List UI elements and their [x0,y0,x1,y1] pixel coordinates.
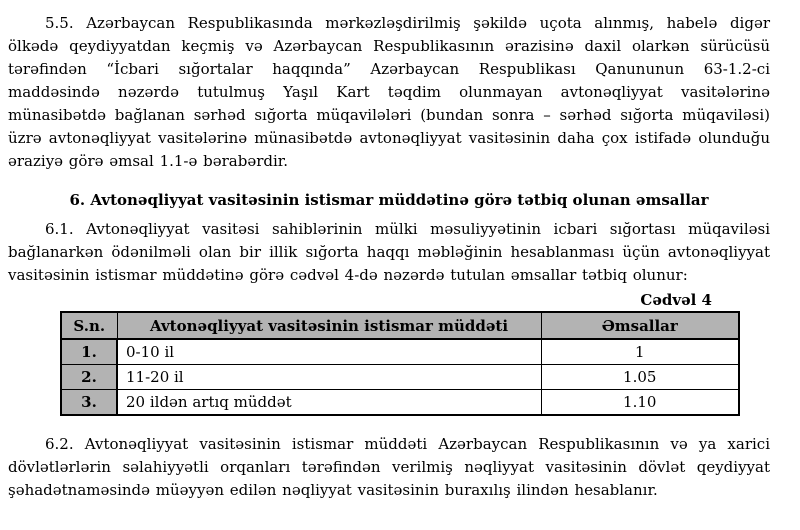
section-6-heading: 6. Avtonəqliyyat vasitəsinin istismar müddətinə görə tətbiq olunan əmsallar [69,191,709,209]
table-header-row [61,312,739,339]
paragraph-6-2: 6.2. Avtonəqliyyat vasitəsinin istismar müddəti Azərbaycan Respublikasının və ya xarici dövlətlərlərin səlahiyyətli orqanları tərəfindən verilmiş nəqliyyat vasitəsinin dövlət qeydiyyat şəhadətnaməsində müəyyən edilən nəqliyyat vasitəsinin buraxılış ilindən hesablanır. [8,435,770,499]
paragraph-6-1: 6.1. Avtonəqliyyat vasitəsi sahiblərinin mülki məsuliyyətinin icbari sığortası müqaviləsi bağlanarkən ödənilməli olan bir illik sığorta haqqı məbləğinin hesablanması üçün avtonəqliyyat vasitəsinin istismar müddətinə görə cədvəl 4-də nəzərdə tutulan əmsallar tətbiq olunur: [8,220,770,284]
row-period: 20 ildən artıq müddət [117,390,541,416]
header-sn: S.n. [61,312,117,339]
row-number: 3. [61,390,117,416]
table-caption: Cədvəl 4 [640,291,712,309]
table-row [61,365,739,390]
table-row [61,390,739,416]
row-period: 0-10 il [117,339,541,365]
header-period: Avtonəqliyyat vasitəsinin istismar müddəti [117,312,541,339]
table-row [61,339,739,365]
row-period: 11-20 il [117,365,541,390]
row-coefficient: 1.05 [541,365,739,390]
coefficients-table [60,311,740,416]
row-number: 1. [61,339,117,365]
header-coefficient: Əmsallar [541,312,739,339]
row-coefficient: 1 [541,339,739,365]
row-number: 2. [61,365,117,390]
paragraph-5-5: 5.5. Azərbaycan Respublikasında mərkəzləşdirilmiş şəkildə uçota alınmış, habelə digər ölkədə qeydiyyatdan keçmiş və Azərbaycan Respublikasının ərazisinə daxil olarkən sürücüsü tərəfindən “İcbari sığortalar haqqında” Azərbaycan Respublikası Qanununun 63-1.2-ci maddəsində nəzərdə tutulmuş Yaşıl Kart təqdim olunmayan avtonəqliyyat vasitələrinə münasibətdə bağlanan sərhəd sığorta müqavilələri (bundan sonra – sərhəd sığorta müqaviləsi) üzrə avtonəqliyyat vasitələrinə münasibətdə avtonəqliyyat vasitəsinin daha çox istifadə olunduğu əraziyə görə əmsal 1.1-ə bərabərdir. [8,14,770,170]
row-coefficient: 1.10 [541,390,739,416]
